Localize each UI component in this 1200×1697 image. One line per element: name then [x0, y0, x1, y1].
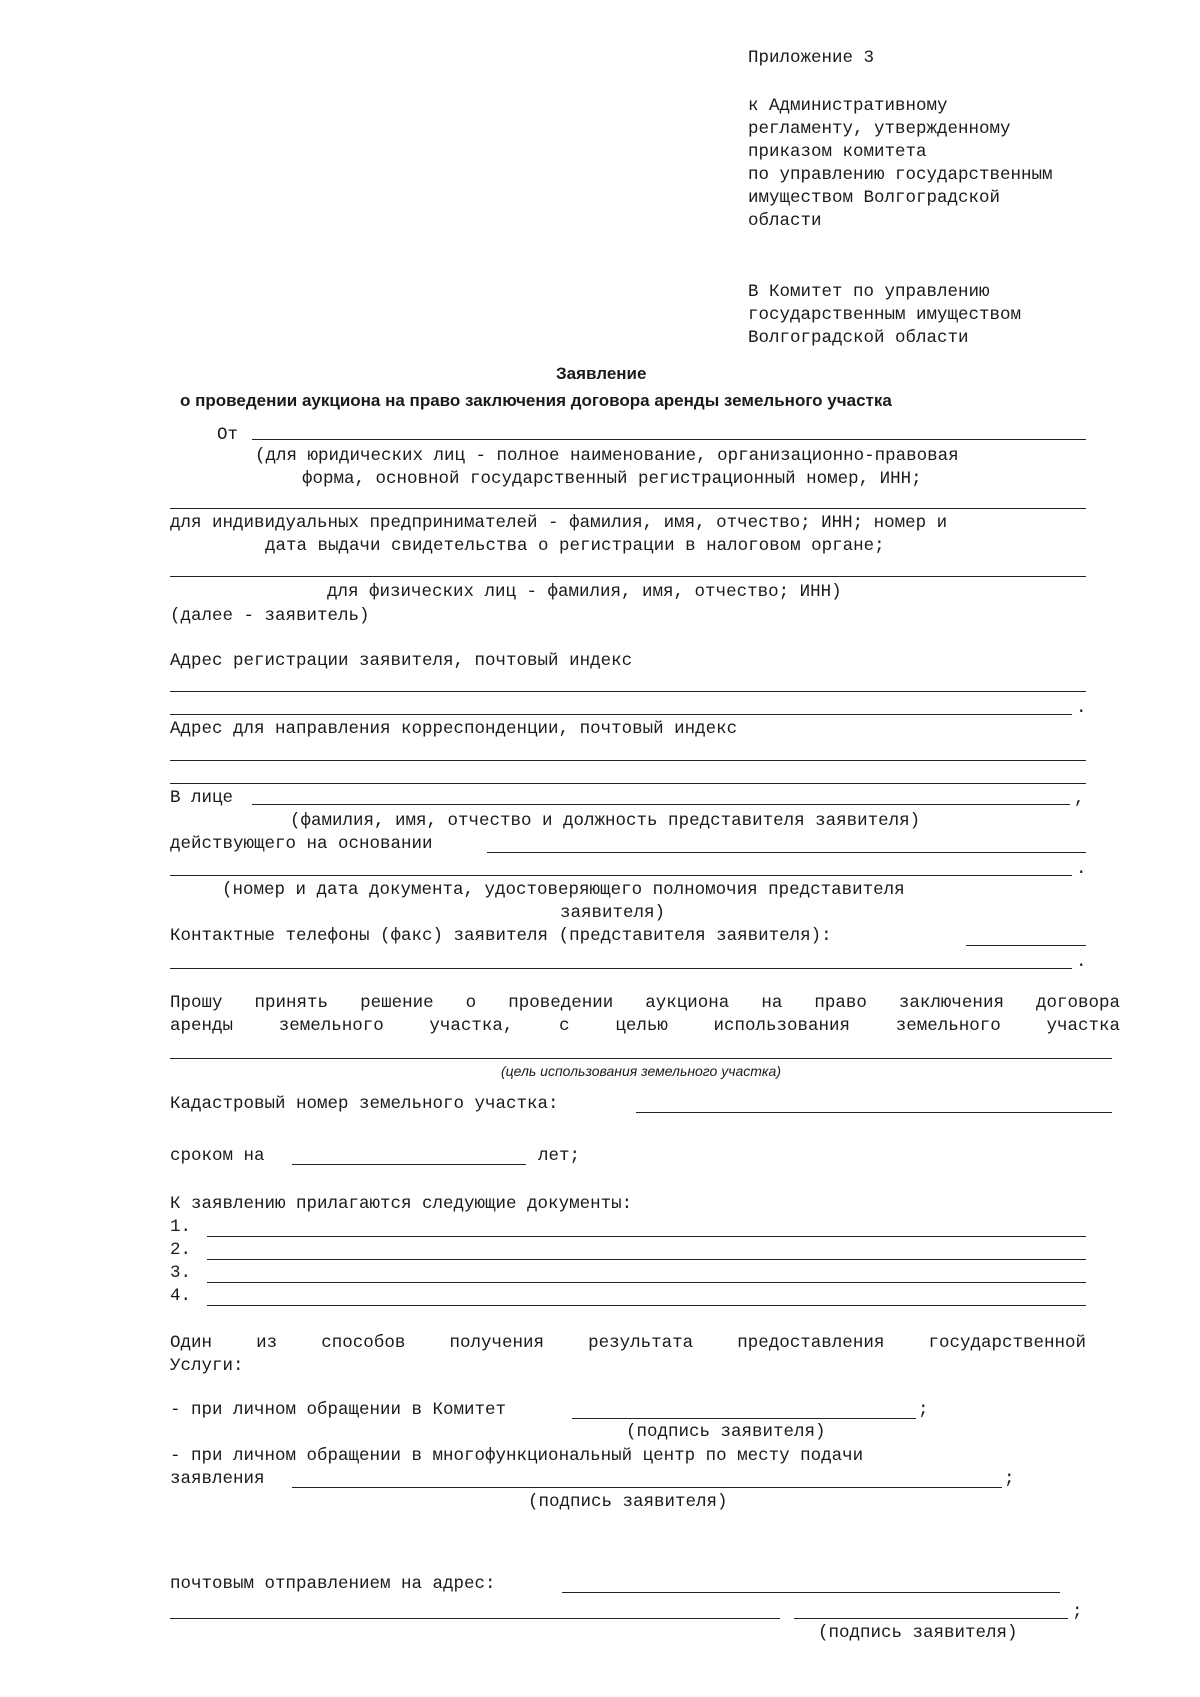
period: . [1076, 698, 1087, 718]
contact-phones-line[interactable] [966, 945, 1086, 946]
authority-document-hint: (номер и дата документа, удостоверяющего полномочия представителя [222, 880, 905, 900]
purpose-line[interactable] [170, 1058, 1112, 1059]
postal-address-line[interactable] [562, 1592, 1060, 1593]
basis-line[interactable] [170, 875, 1072, 876]
addressee-line: В Комитет по управлению [748, 282, 990, 302]
mfc-label: заявления [170, 1469, 265, 1489]
result-methods-line: Один из способов получения результата предоставления государственной [170, 1333, 1086, 1353]
comma: , [1074, 789, 1085, 809]
cadastral-number-line[interactable] [636, 1112, 1112, 1113]
basis-label: действующего на основании [170, 834, 433, 854]
mfc-label: - при личном обращении в многофункциональный центр по месту подачи [170, 1446, 864, 1466]
semicolon: ; [918, 1400, 929, 1420]
committee-signature-line[interactable] [572, 1418, 916, 1419]
cadastral-number-label: Кадастровый номер земельного участка: [170, 1094, 559, 1114]
contact-phones-label: Контактные телефоны (факс) заявителя (представителя заявителя): [170, 926, 832, 946]
document-number: 1. [170, 1217, 192, 1237]
regulation-line: приказом комитета [748, 142, 927, 162]
from-label: От [217, 425, 239, 445]
document-number: 2. [170, 1240, 192, 1260]
regulation-line: имуществом Волгоградской [748, 188, 1001, 208]
document-line[interactable] [207, 1282, 1086, 1283]
semicolon: ; [1072, 1602, 1083, 1622]
representative-label: В лице [170, 788, 234, 808]
personal-committee-label: - при личном обращении в Комитет [170, 1400, 507, 1420]
postal-signature-line[interactable] [794, 1618, 1068, 1619]
addressee-line: государственным имуществом [748, 305, 1022, 325]
request-text-line: Прошу принять решение о проведении аукциона на право заключения договора [170, 993, 1120, 1013]
registration-address-label: Адрес регистрации заявителя, почтовый индекс [170, 651, 633, 671]
representative-line[interactable] [252, 804, 1070, 805]
postal-address-line[interactable] [170, 1618, 780, 1619]
document-number: 3. [170, 1263, 192, 1283]
attached-documents-label: К заявлению прилагаются следующие документы: [170, 1194, 633, 1214]
result-methods-line: Услуги: [170, 1356, 244, 1376]
basis-line[interactable] [487, 852, 1086, 853]
applicant-line[interactable] [170, 576, 1086, 577]
mailing-address-line[interactable] [170, 783, 1086, 784]
mailing-address-line[interactable] [170, 760, 1086, 761]
regulation-line: к Административному [748, 96, 948, 116]
legal-entity-hint: форма, основной государственный регистрационный номер, ИНН; [302, 469, 922, 489]
registration-address-line[interactable] [170, 691, 1086, 692]
document-line[interactable] [207, 1236, 1086, 1237]
semicolon: ; [1004, 1469, 1015, 1489]
legal-entity-hint: (для юридических лиц - полное наименование, организационно-правовая [255, 446, 959, 466]
regulation-line: по управлению государственным [748, 165, 1053, 185]
representative-hint: (фамилия, имя, отчество и должность представителя заявителя) [290, 811, 921, 831]
document-title: Заявление [556, 364, 647, 383]
regulation-line: регламенту, утвержденному [748, 119, 1011, 139]
authority-document-hint: заявителя) [560, 903, 666, 923]
from-line[interactable] [252, 439, 1086, 440]
entrepreneur-hint: для индивидуальных предпринимателей - фамилия, имя, отчество; ИНН; номер и [170, 513, 948, 533]
signature-hint: (подпись заявителя) [528, 1492, 728, 1512]
entrepreneur-hint: дата выдачи свидетельства о регистрации в налоговом органе; [265, 536, 885, 556]
postal-label: почтовым отправлением на адрес: [170, 1574, 496, 1594]
document-subtitle: о проведении аукциона на право заключения договора аренды земельного участка [180, 391, 892, 410]
applicant-hint: (далее - заявитель) [170, 606, 370, 626]
mfc-signature-line[interactable] [292, 1487, 1002, 1488]
signature-hint: (подпись заявителя) [626, 1422, 826, 1442]
appendix-number: Приложение 3 [748, 48, 875, 68]
regulation-line: области [748, 211, 822, 231]
term-unit: лет; [538, 1146, 581, 1166]
applicant-line[interactable] [170, 508, 1086, 509]
document-line[interactable] [207, 1259, 1086, 1260]
signature-hint: (подпись заявителя) [818, 1623, 1018, 1643]
document-line[interactable] [207, 1305, 1086, 1306]
term-label: сроком на [170, 1146, 265, 1166]
individual-hint: для физических лиц - фамилия, имя, отчество; ИНН) [327, 582, 842, 602]
term-line[interactable] [292, 1164, 526, 1165]
period: . [1076, 859, 1087, 879]
purpose-hint: (цель использования земельного участка) [501, 1063, 781, 1079]
period: . [1076, 952, 1087, 972]
document-number: 4. [170, 1286, 192, 1306]
request-text-line: аренды земельного участка, с целью использования земельного участка [170, 1016, 1120, 1036]
mailing-address-label: Адрес для направления корреспонденции, почтовый индекс [170, 719, 738, 739]
addressee-line: Волгоградской области [748, 328, 969, 348]
contact-phones-line[interactable] [170, 968, 1072, 969]
registration-address-line[interactable] [170, 714, 1072, 715]
